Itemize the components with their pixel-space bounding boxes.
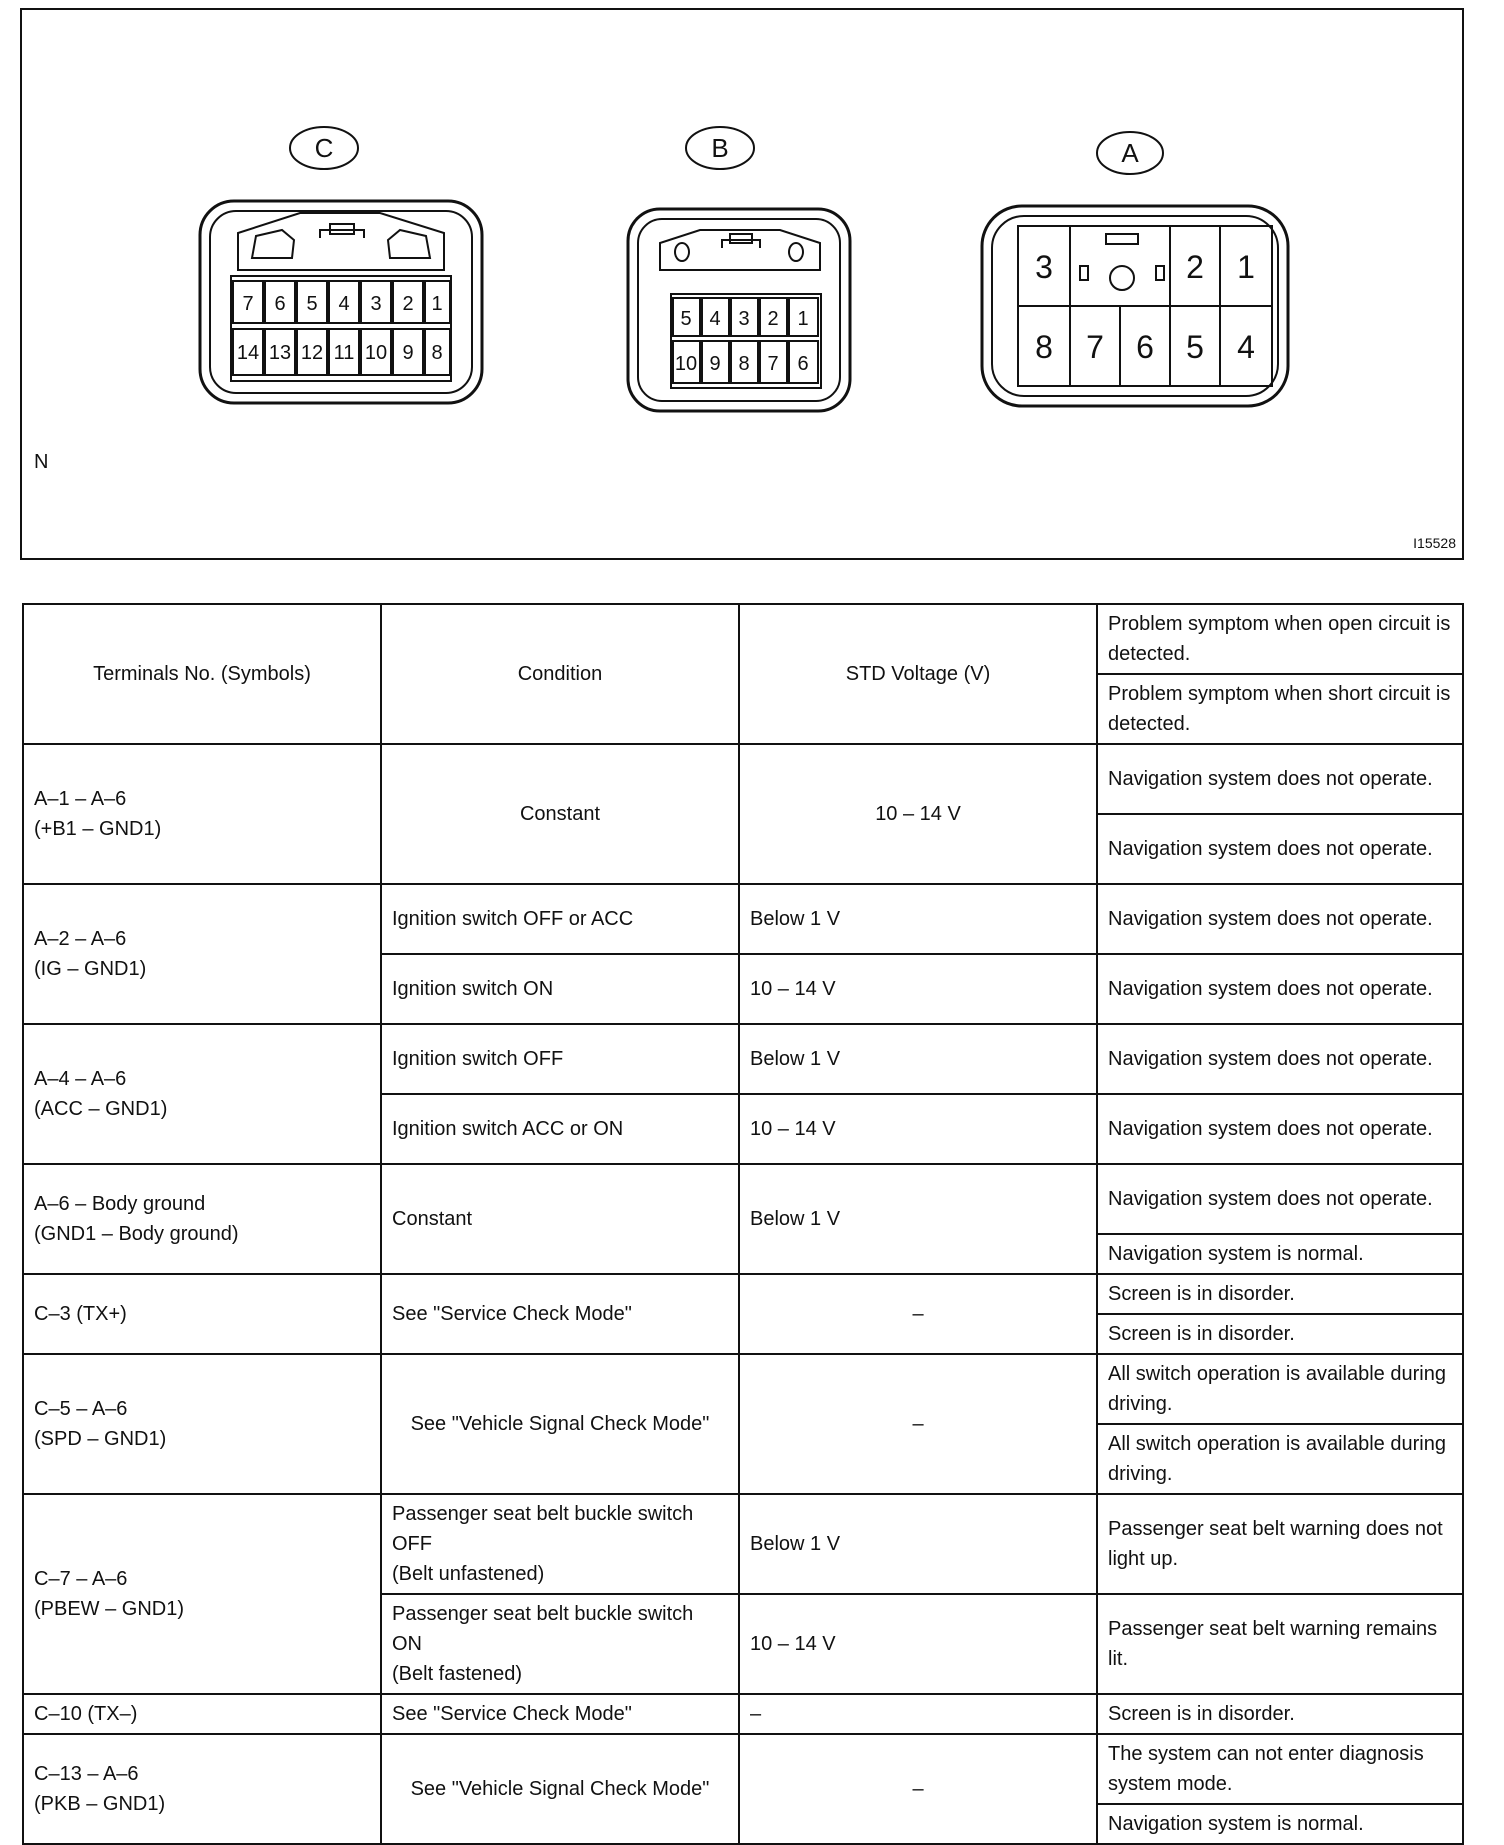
header-symptom-short: Problem symptom when short circuit is detected. [1108,683,1451,735]
pin-label: 5 [680,308,692,330]
pin-label: 10 [674,353,698,375]
voltage-cell: 10 – 14 V [739,744,1097,884]
pin-label: 2 [767,308,779,330]
pin-label: 10 [364,342,388,364]
pin-label: 8 [431,342,443,364]
condition-cell: Ignition switch ACC or ON [381,1094,739,1164]
condition-cell: Passenger seat belt buckle switch ON (Belt fastened) [381,1594,739,1694]
header-terminals: Terminals No. (Symbols) [23,604,381,744]
table-header-row [23,604,1463,744]
pin-label: 5 [306,293,318,315]
pin-label: 13 [268,342,292,364]
symptom-open: Navigation system does not operate. [1098,1165,1462,1235]
terminal-cell: C–7 – A–6 (PBEW – GND1) [23,1494,381,1694]
terminal-spec-table [22,603,1464,1845]
condition-cell: Constant [381,744,739,884]
pin-label: 5 [1186,329,1204,365]
symptom-open: Navigation system does not operate. [1098,745,1462,815]
terminal-cell: A–6 – Body ground (GND1 – Body ground) [23,1164,381,1274]
voltage-cell: – [739,1694,1097,1734]
terminal-cell: C–13 – A–6 (PKB – GND1) [23,1734,381,1844]
table-row [23,744,1463,884]
pin-label: 9 [402,342,414,364]
pin-label: 1 [797,308,809,330]
pin-label: 4 [338,293,350,315]
symptom-cell [1097,1354,1463,1494]
voltage-cell: Below 1 V [739,1024,1097,1094]
table-row [23,884,1463,954]
terminal-cell: A–1 – A–6 (+B1 – GND1) [23,744,381,884]
pin-label: 14 [236,342,260,364]
connector-b-id: B [711,133,729,163]
symptom-cell: Navigation system does not operate. [1097,1094,1463,1164]
pin-label: 12 [300,342,324,364]
table-row [23,1164,1463,1274]
condition-cell: Passenger seat belt buckle switch OFF (Belt unfastened) [381,1494,739,1594]
figure-id: I15528 [1413,535,1456,551]
symptom-open: The system can not enter diagnosis system mode. [1098,1735,1462,1805]
header-condition: Condition [381,604,739,744]
symptom-cell [1097,1274,1463,1354]
voltage-cell: – [739,1274,1097,1354]
condition-cell: Ignition switch ON [381,954,739,1024]
condition-cell: See "Service Check Mode" [381,1274,739,1354]
pin-label: 2 [1186,249,1204,285]
pin-label: 4 [709,308,721,330]
symptom-cell [1097,1734,1463,1844]
pin-label: 6 [797,353,809,375]
symptom-short: Navigation system is normal. [1108,1813,1364,1835]
terminal-cell: C–10 (TX–) [23,1694,381,1734]
connector-diagram [20,8,1464,560]
table-row [23,1694,1463,1734]
symptom-cell: Navigation system does not operate. [1097,954,1463,1024]
condition-cell: See "Service Check Mode" [381,1694,739,1734]
voltage-cell: Below 1 V [739,884,1097,954]
terminal-cell: C–3 (TX+) [23,1274,381,1354]
symptom-short: Navigation system is normal. [1108,1243,1364,1265]
condition-cell: Constant [381,1164,739,1274]
terminal-cell: A–2 – A–6 (IG – GND1) [23,884,381,1024]
voltage-cell: – [739,1734,1097,1844]
pin-label: 2 [402,293,414,315]
symptom-open: All switch operation is available during driving. [1098,1355,1462,1425]
voltage-cell: Below 1 V [739,1164,1097,1274]
symptom-cell: Navigation system does not operate. [1097,884,1463,954]
symptom-cell: Passenger seat belt warning remains lit. [1097,1594,1463,1694]
symptom-open: Screen is in disorder. [1098,1275,1462,1315]
pin-label: 1 [431,293,443,315]
pin-label: 7 [242,293,254,315]
symptom-cell: Passenger seat belt warning does not light up. [1097,1494,1463,1594]
symptom-short: Navigation system does not operate. [1108,838,1433,860]
orientation-label: N [34,451,49,473]
table-row [23,1354,1463,1494]
table-row [23,1734,1463,1844]
voltage-cell: Below 1 V [739,1494,1097,1594]
symptom-cell [1097,1164,1463,1274]
voltage-cell: 10 – 14 V [739,1094,1097,1164]
pin-label: 3 [370,293,382,315]
header-symptoms [1097,604,1463,744]
condition-cell: See "Vehicle Signal Check Mode" [381,1354,739,1494]
connector-a-id: A [1121,138,1139,168]
voltage-cell: – [739,1354,1097,1494]
header-symptom-open: Problem symptom when open circuit is detected. [1098,605,1462,675]
pin-label: 4 [1237,329,1255,365]
table-row [23,1494,1463,1594]
connector-c-id: C [314,133,334,163]
symptom-cell: Navigation system does not operate. [1097,1024,1463,1094]
symptom-short: All switch operation is available during driving. [1108,1433,1446,1485]
pin-label: 7 [1086,329,1104,365]
condition-cell: See "Vehicle Signal Check Mode" [381,1734,739,1844]
pin-label: 8 [1035,329,1053,365]
symptom-cell [1097,744,1463,884]
header-voltage: STD Voltage (V) [739,604,1097,744]
voltage-cell: 10 – 14 V [739,1594,1097,1694]
pin-label: 6 [1136,329,1154,365]
pin-label: 1 [1237,249,1255,285]
table-row [23,1024,1463,1094]
pin-label: 9 [709,353,721,375]
symptom-cell: Screen is in disorder. [1097,1694,1463,1734]
voltage-cell: 10 – 14 V [739,954,1097,1024]
symptom-short: Screen is in disorder. [1108,1323,1295,1345]
pin-label: 8 [738,353,750,375]
pin-label: 3 [1035,249,1053,285]
pin-label: 7 [767,353,779,375]
pin-label: 11 [333,342,355,364]
condition-cell: Ignition switch OFF or ACC [381,884,739,954]
table-row [23,1274,1463,1354]
pin-label: 3 [738,308,750,330]
terminal-cell: A–4 – A–6 (ACC – GND1) [23,1024,381,1164]
pin-label: 6 [274,293,286,315]
terminal-cell: C–5 – A–6 (SPD – GND1) [23,1354,381,1494]
condition-cell: Ignition switch OFF [381,1024,739,1094]
